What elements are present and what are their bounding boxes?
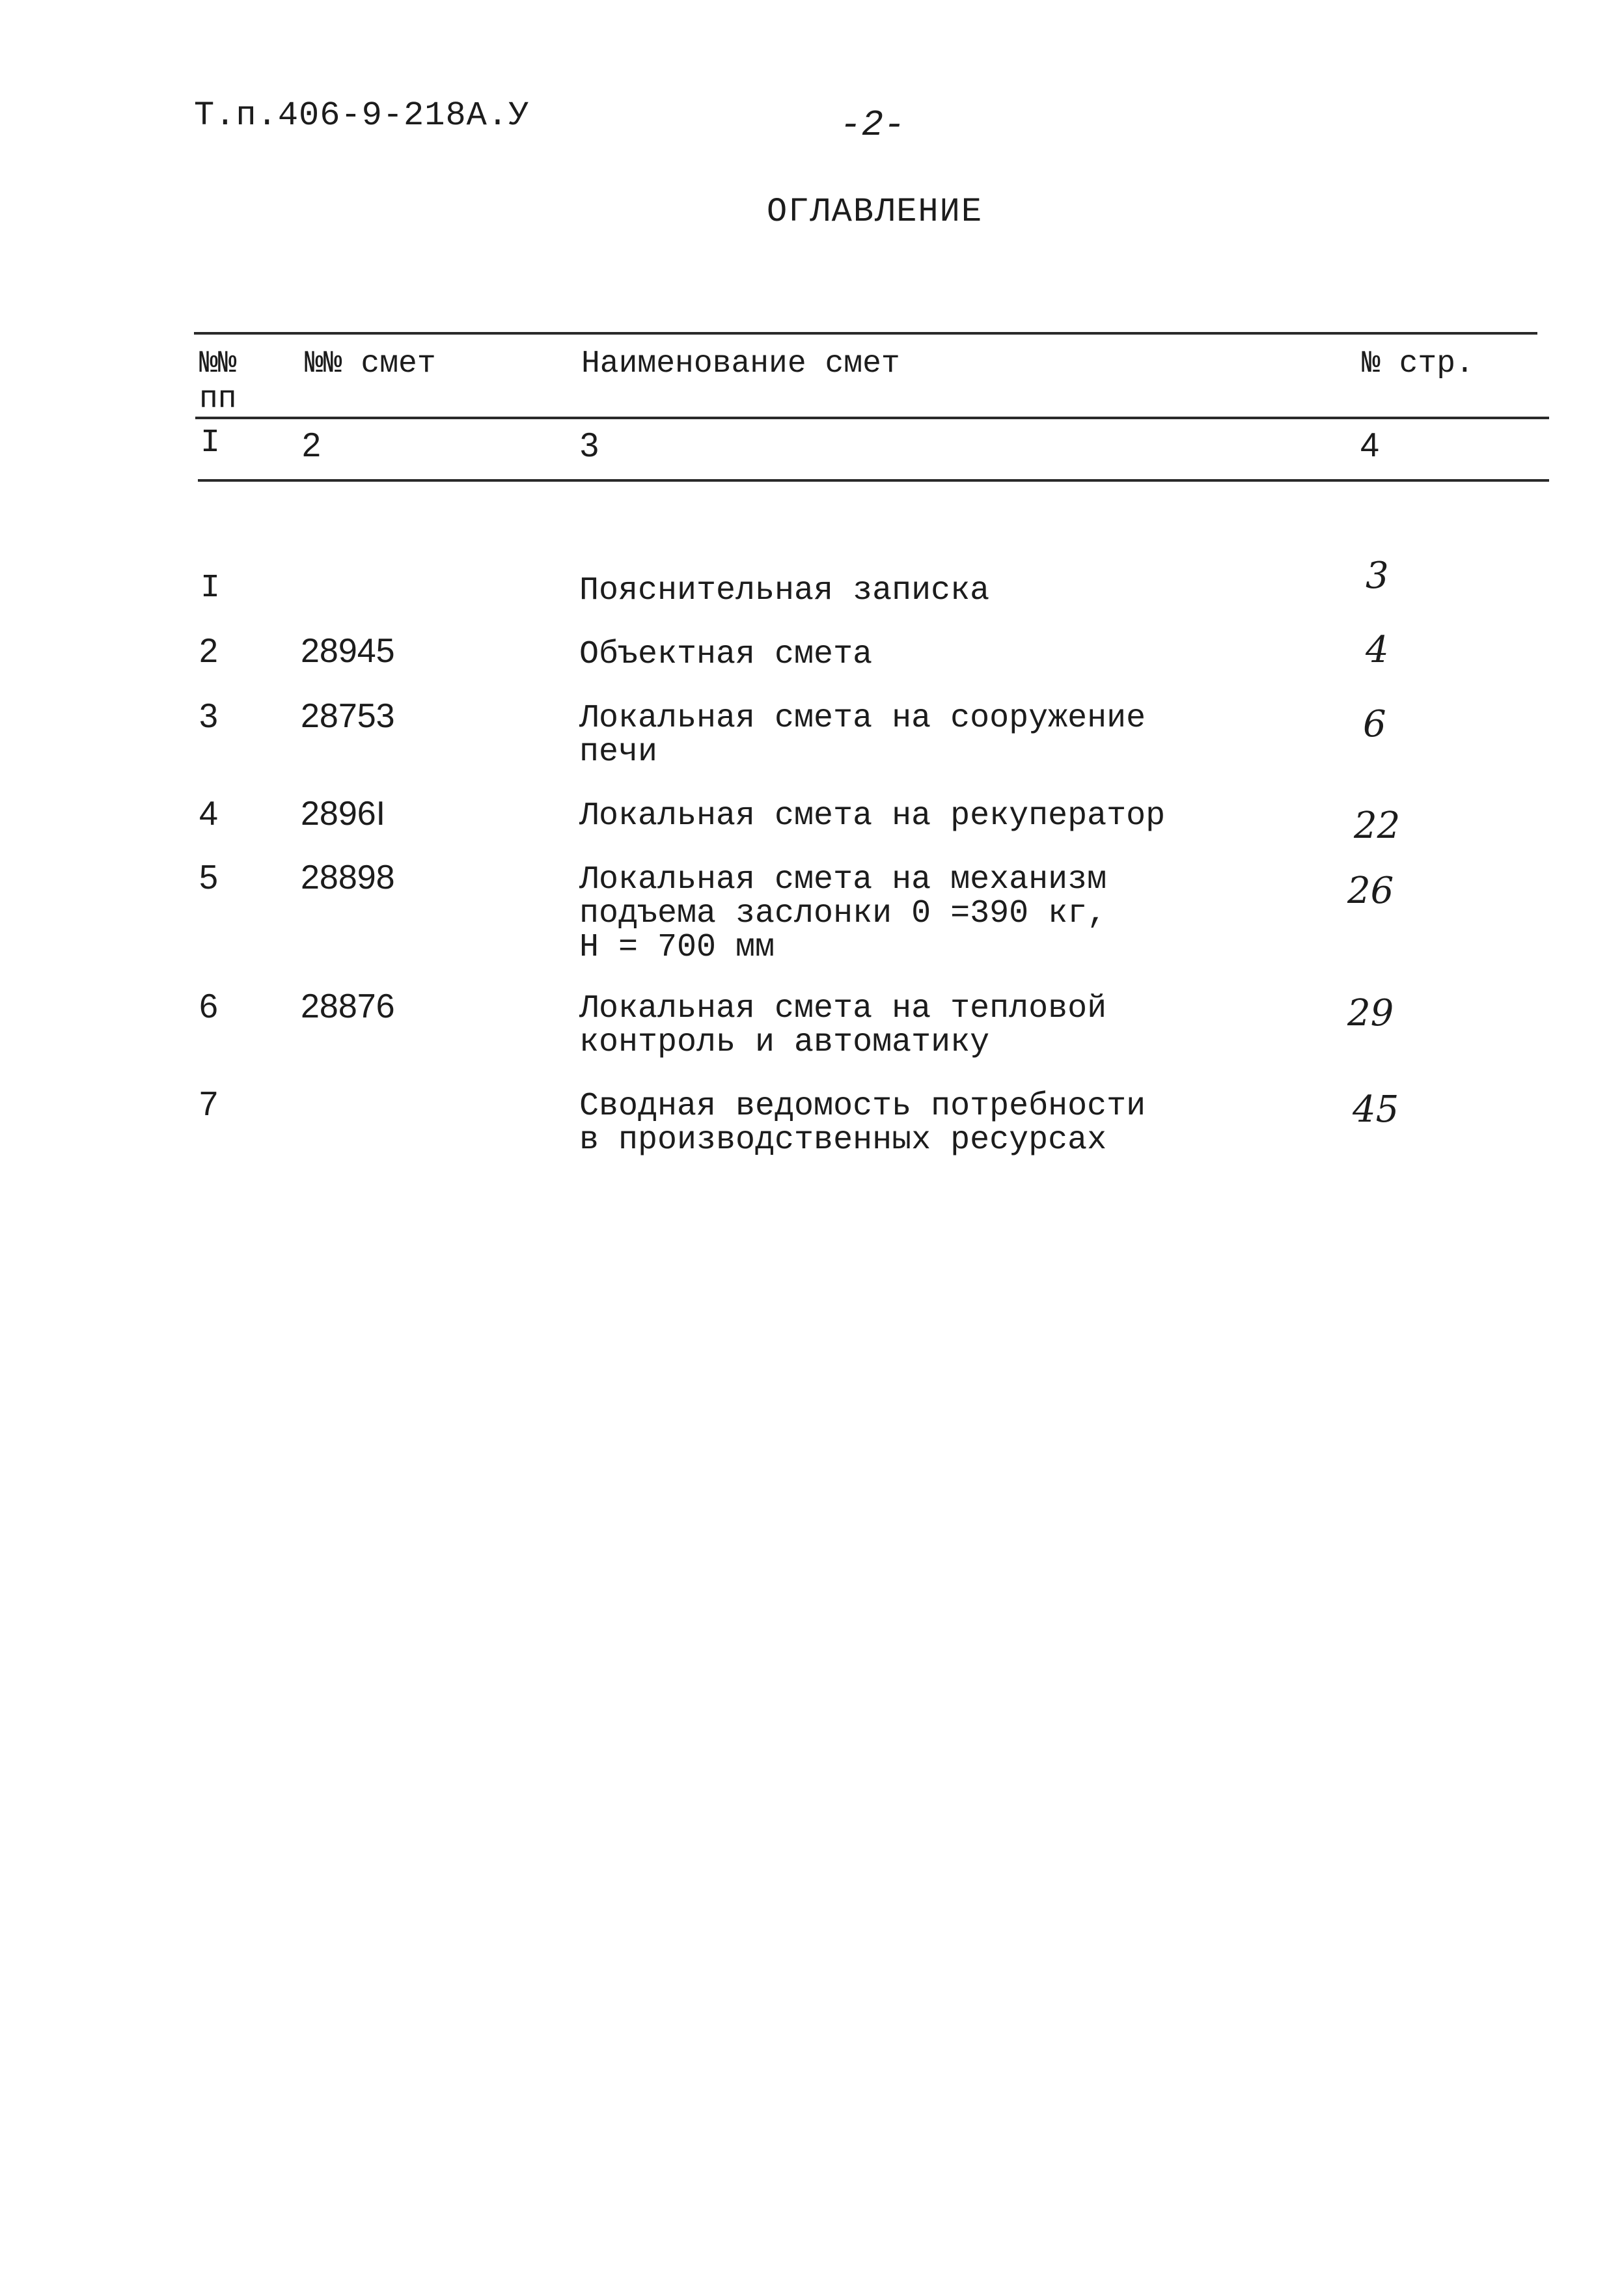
document-code: Т.п.406-9-218А.У: [194, 96, 530, 135]
row-page: 29: [1347, 992, 1394, 1034]
row-pp: 5: [199, 859, 218, 896]
row-name: Локальная смета на сооружение печи: [579, 700, 1146, 771]
header-smeta-number: №№ смет: [305, 346, 436, 381]
row-pp: 3: [199, 697, 218, 735]
row-pp: I: [200, 570, 221, 607]
row-smeta-number: 28753: [301, 697, 395, 735]
row-page: 3: [1366, 555, 1389, 597]
header-page: № стр.: [1362, 346, 1474, 381]
row-name: Объектная смета: [579, 636, 873, 673]
header-divider: [195, 417, 1549, 419]
row-page: 26: [1347, 870, 1394, 912]
row-smeta-number: 28898: [301, 859, 395, 896]
page-number: -2-: [840, 104, 905, 146]
table-top-rule: [194, 332, 1537, 335]
row-name: Сводная ведомость потребности в производственных ресурсах: [579, 1088, 1146, 1159]
row-name: Пояснительная записка: [579, 572, 990, 609]
row-name: Локальная смета на механизм подъема заслонки 0 =390 кг, Н = 700 мм: [579, 861, 1107, 966]
row-smeta-number: 28945: [301, 632, 395, 670]
row-name: Локальная смета на рекуператор: [579, 797, 1166, 835]
row-pp: 2: [199, 632, 218, 670]
row-smeta-number: 28876: [301, 988, 395, 1025]
row-page: 45: [1353, 1088, 1399, 1131]
row-name: Локальная смета на тепловой контроль и автоматику: [579, 990, 1107, 1061]
row-page: 6: [1363, 703, 1386, 745]
row-page: 4: [1366, 629, 1389, 671]
column-number-1: I: [200, 424, 221, 462]
row-pp: 6: [199, 988, 218, 1025]
row-pp: 7: [199, 1085, 218, 1123]
row-pp: 4: [199, 795, 218, 833]
row-page: 22: [1354, 805, 1401, 847]
column-number-3: 3: [580, 426, 599, 464]
header-pp: №№ пп: [199, 346, 237, 417]
header-bottom-rule: [198, 479, 1549, 482]
column-number-4: 4: [1360, 426, 1379, 464]
header-estimate-name: Наименование смет: [581, 346, 900, 381]
row-smeta-number: 2896I: [301, 795, 386, 833]
column-number-2: 2: [302, 426, 321, 464]
page-title: ОГЛАВЛЕНИЕ: [767, 193, 983, 231]
